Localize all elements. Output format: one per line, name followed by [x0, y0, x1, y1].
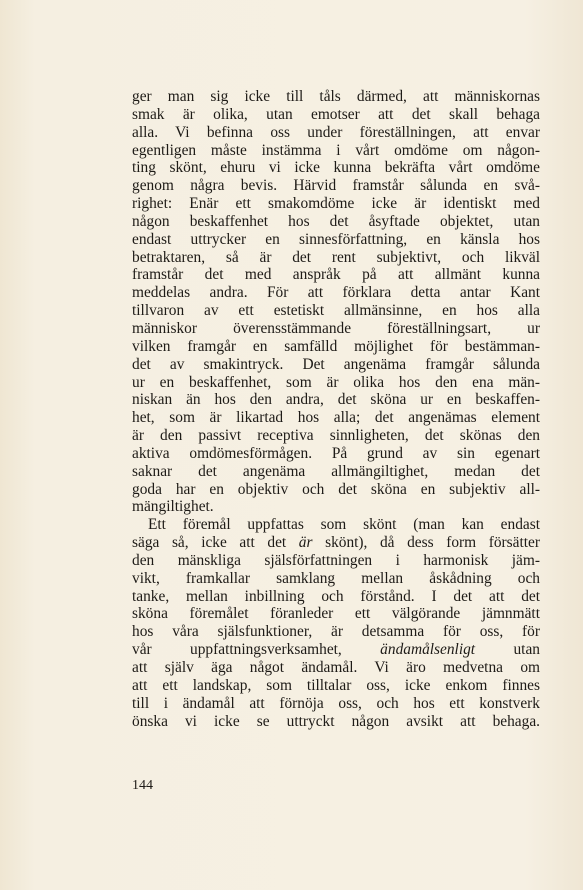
text-line: ur en beskaffenhet, som är olika hos den ena män- [132, 373, 540, 391]
text-line: sköna föremålet föranleder ett välgörande jämnmätt [132, 605, 540, 623]
text-line: betraktaren, så är det rent subjektivt, och likväl [132, 248, 540, 266]
text-line: meddelas andra. För att förklara detta antar Kant [132, 284, 540, 302]
text-line: vilken framgår en samfälld möjlighet för bestämman- [132, 337, 540, 355]
text-line: alla. Vi befinna oss under föreställningen, att envar [132, 123, 540, 141]
text-line: människor överensstämmande föreställningsart, ur [132, 319, 540, 337]
text-segment: utan [475, 641, 540, 659]
text-line: saknar det angenäma allmängiltighet, medan det [132, 462, 540, 480]
text-line: goda har en objektiv och det sköna en subjektiv all- [132, 480, 540, 498]
text-line: endast uttrycker en sinnesförfattning, en känsla hos [132, 230, 540, 248]
text-line: framstår det med anspråk på att allmänt kunna [132, 266, 540, 284]
text-line: aktiva omdömesförmågen. På grund av sin egenart [132, 444, 540, 462]
text-line: är den passivt receptiva sinnligheten, det skönas den [132, 427, 540, 445]
text-segment: vår uppfattningsverksamhet, [132, 641, 381, 659]
italic-text: är [298, 534, 313, 552]
text-line: smak är olika, utan emotser att det skall behaga [132, 105, 540, 123]
text-line: önska vi icke se uttryckt någon avsikt att behaga. [132, 712, 540, 730]
text-line: vikt, framkallar samklang mellan åskådning och [132, 569, 540, 587]
text-line: niskan än hos den andra, det sköna ur en beskaffen- [132, 391, 540, 409]
text-line: någon beskaffenhet hos det åsyftade objektet, utan [132, 212, 540, 230]
text-line: genom några bevis. Härvid framstår sålunda en svå- [132, 177, 540, 195]
text-line: righet: Enär ett smakomdöme icke är identiskt med [132, 195, 540, 213]
text-line: det av smakintryck. Det angenäma framgår sålunda [132, 355, 540, 373]
text-line: tanke, mellan inbillning och förstånd. I det att det [132, 587, 540, 605]
text-line: ting skönt, ehuru vi icke kunna bekräfta vårt omdöme [132, 159, 540, 177]
text-line: tillvaron av ett estetiskt allmänsinne, en hos alla [132, 302, 540, 320]
text-segment: Ett föremål uppfattas som skönt (man kan endast [148, 516, 540, 534]
body-text [132, 88, 540, 730]
text-line: till i ändamål att förnöja oss, och hos ett konstverk [132, 694, 540, 712]
text-line: den mänskliga själsförfattningen i harmonisk jäm- [132, 551, 540, 569]
text-line: egentligen måste instämma i vårt omdöme om någon- [132, 141, 540, 159]
text-line: att ett landskap, som tilltalar oss, icke enkom finnes [132, 676, 540, 694]
text-line [132, 641, 540, 659]
text-line: mängiltighet. [132, 498, 214, 516]
text-segment: skönt), då dess form försätter [312, 534, 540, 552]
text-line: hos våra själsfunktioner, är detsamma för oss, för [132, 623, 540, 641]
page-number: 144 [132, 778, 153, 793]
text-line: ger man sig icke till tåls därmed, att människornas [132, 88, 540, 105]
text-line [132, 534, 540, 552]
text-segment: säga så, icke att det [132, 534, 299, 552]
text-line [132, 516, 540, 534]
italic-text: ändamålsenligt [380, 641, 476, 659]
text-line: het, som är likartad hos alla; det angenämas element [132, 409, 540, 427]
text-line: att själv äga något ändamål. Vi äro medvetna om [132, 659, 540, 676]
